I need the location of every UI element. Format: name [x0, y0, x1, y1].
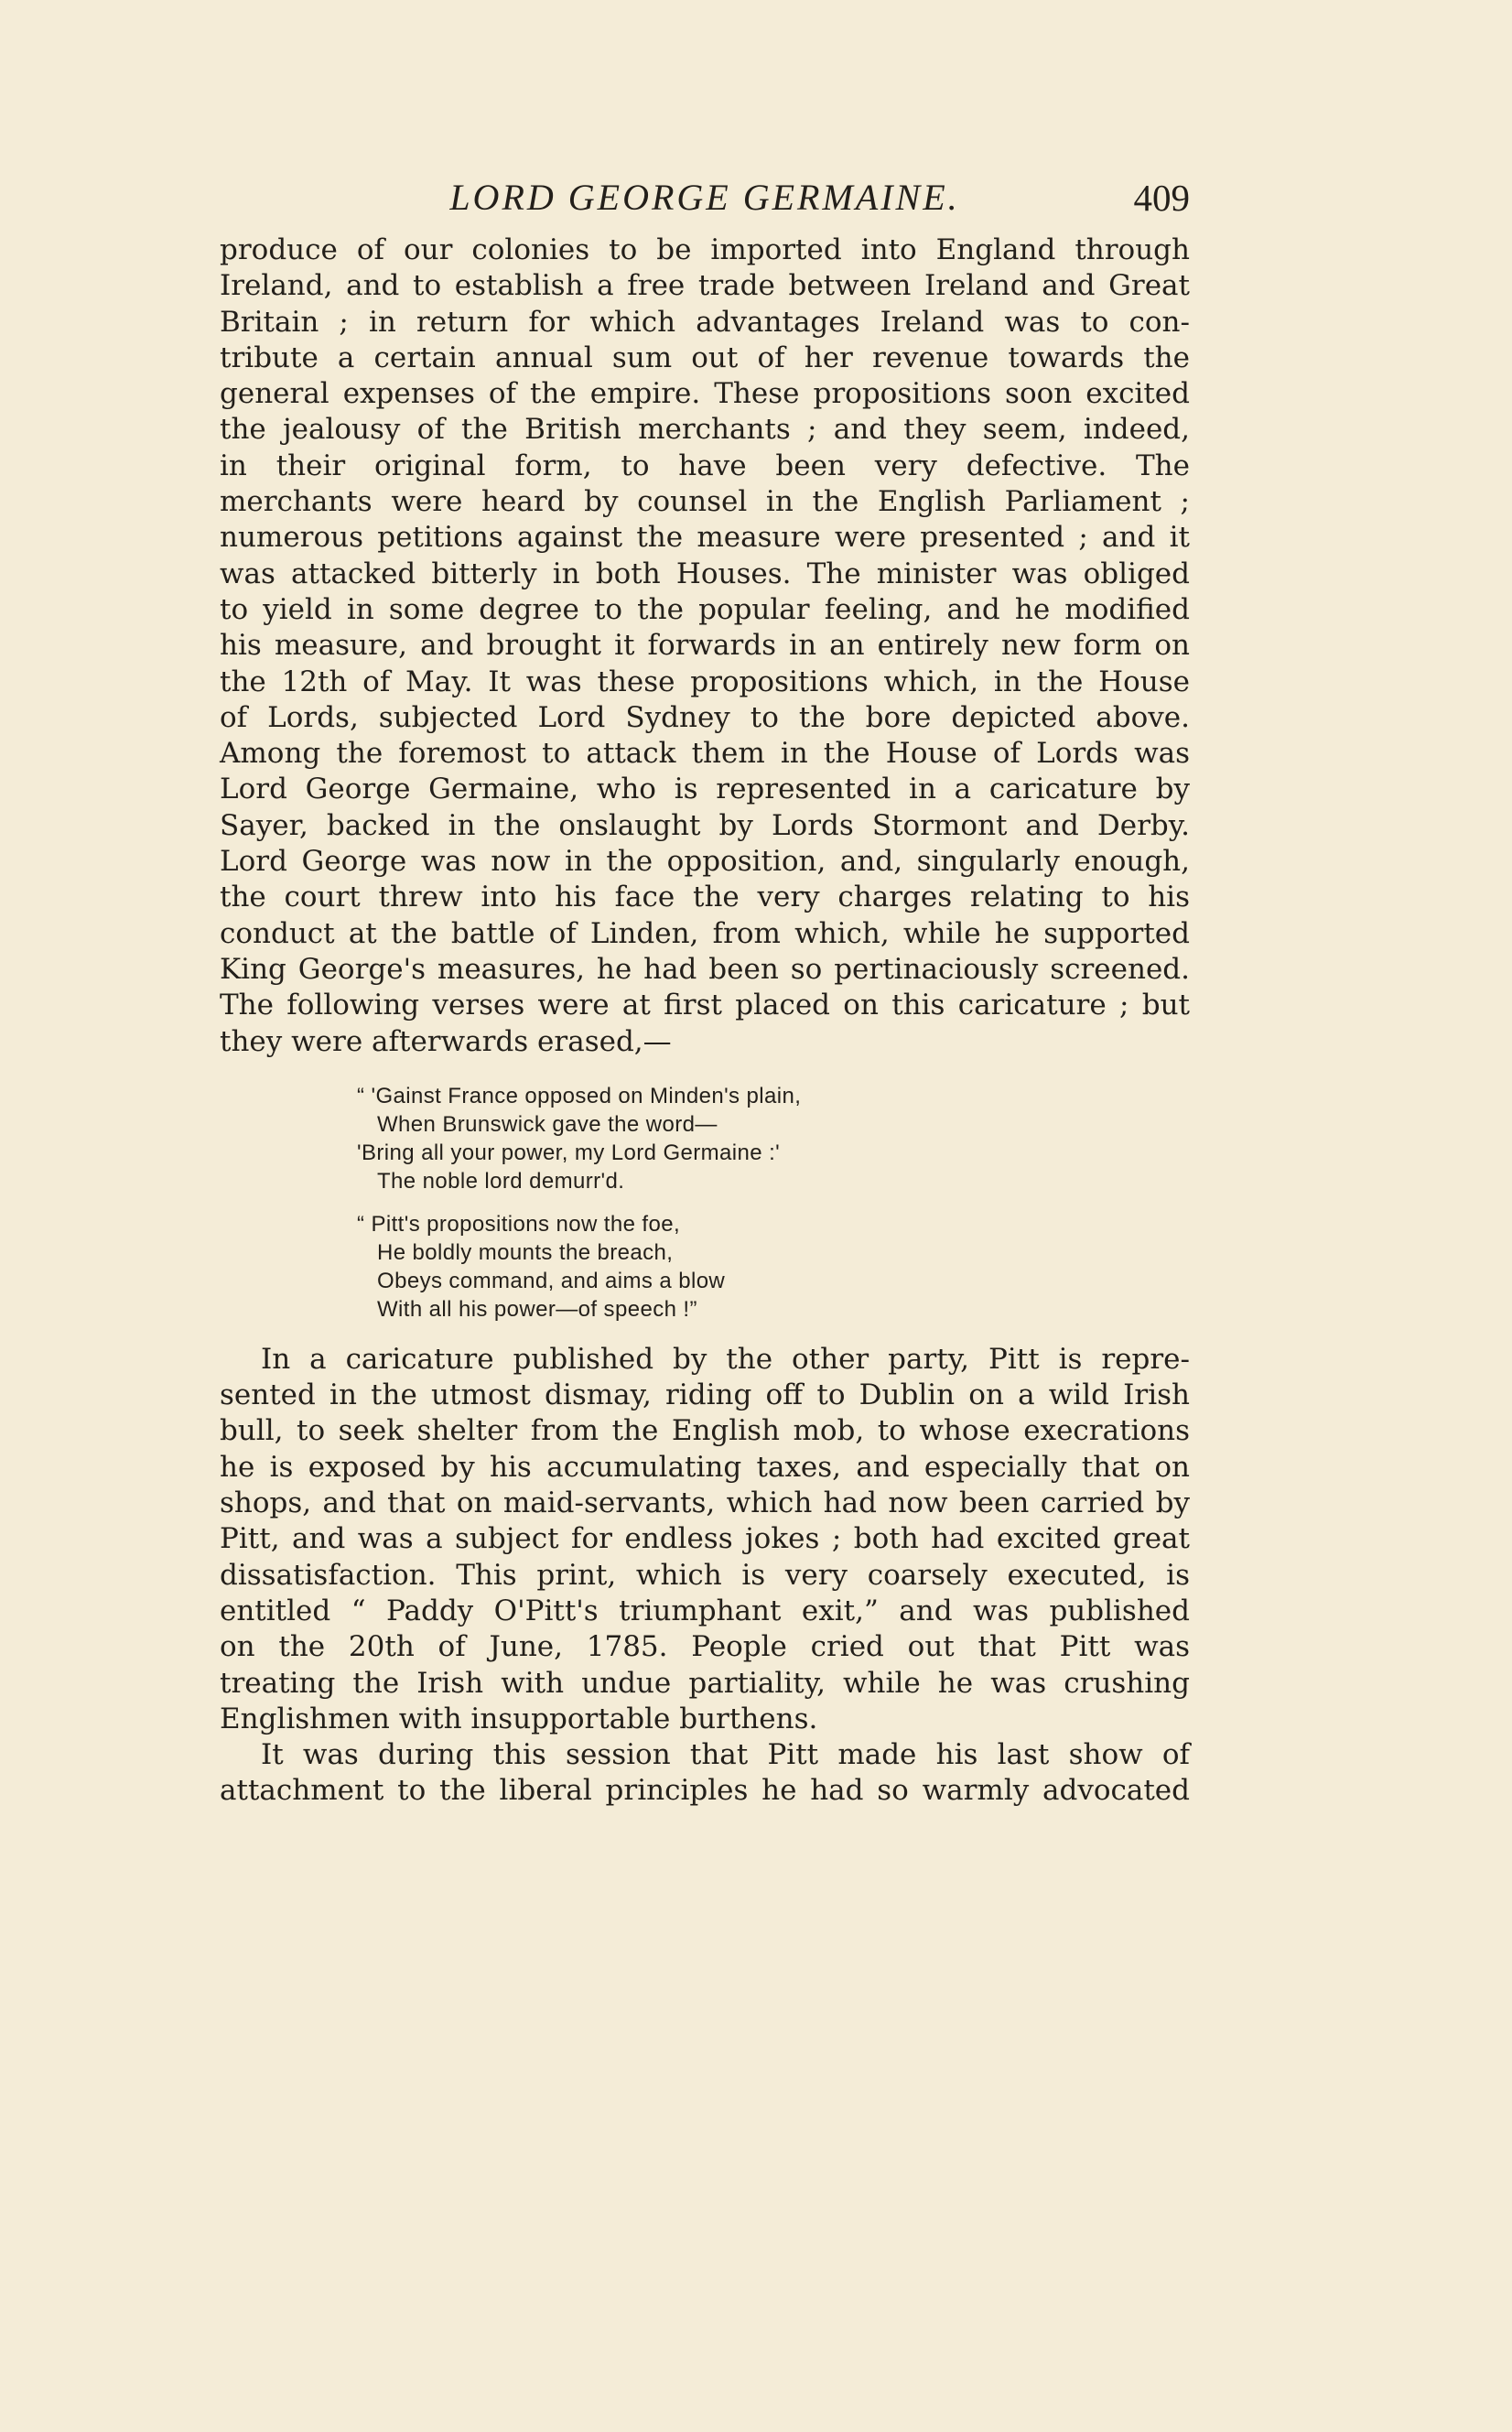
verse-line: 'Bring all your power, my Lord Germaine :' [357, 1140, 781, 1165]
verse-line: Obeys command, and aims a blow [377, 1268, 726, 1293]
text-line: Among the foremost to attack them in the House of Lords was [220, 737, 1190, 771]
text-line: It was during this session that Pitt made his last show of [261, 1738, 1190, 1772]
verse-line: “ Pitt's propositions now the foe, [357, 1211, 681, 1237]
verse-line: He boldly mounts the breach, [377, 1239, 674, 1265]
text-line: merchants were heard by counsel in the English Parliament ; [220, 485, 1190, 519]
text-line: Pitt, and was a subject for endless jokes ; both had excited great [220, 1522, 1190, 1556]
verse-line: The noble lord demurr'd. [377, 1168, 625, 1194]
stanza-2 [357, 1210, 1190, 1324]
page-header [220, 170, 1190, 225]
verse-line: “ 'Gainst France opposed on Minden's plain, [357, 1083, 802, 1108]
page-number: 409 [1133, 177, 1190, 219]
text-line: was attacked bitterly in both Houses. The minister was obliged [220, 557, 1190, 590]
text-line: he is exposed by his accumulating taxes, and especially that on [220, 1450, 1190, 1484]
verse-line: With all his power—of speech !” [377, 1296, 697, 1322]
text-line: Lord George was now in the opposition, and, singularly enough, [220, 845, 1190, 879]
paragraph-1 [220, 232, 1190, 1060]
text-line: entitled “ Paddy O'Pitt's triumphant exit,” and was published [220, 1594, 1190, 1627]
text-line: King George's measures, he had been so pertinaciously screened. [220, 952, 1190, 986]
text-line: the court threw into his face the very charges relating to his [220, 881, 1190, 914]
text-line: general expenses of the empire. These propositions soon excited [220, 377, 1190, 411]
text-line: to yield in some degree to the popular feeling, and he modified [220, 592, 1190, 626]
verse-line: When Brunswick gave the word— [377, 1111, 718, 1137]
text-line: treating the Irish with undue partiality, while he was crushing [220, 1666, 1190, 1700]
text-line: shops, and that on maid-servants, which had now been carried by [220, 1486, 1190, 1520]
text-line: Lord George Germaine, who is represented in a caricature by [220, 773, 1190, 806]
text-line: on the 20th of June, 1785. People cried out that Pitt was [220, 1630, 1190, 1664]
text-line: Ireland, and to establish a free trade between Ireland and Great [220, 269, 1190, 303]
text-line: The following verses were at first placed on this caricature ; but [220, 989, 1190, 1022]
running-title: LORD GEORGE GERMAINE. [449, 177, 960, 218]
text-line: dissatisfaction. This print, which is very coarsely executed, is [220, 1558, 1190, 1592]
text-line: the jealousy of the British merchants ; and they seem, indeed, [220, 413, 1190, 447]
text-line: sented in the utmost dismay, riding off to Dublin on a wild Irish [220, 1378, 1190, 1412]
text-line: bull, to seek shelter from the English mob, to whose execrations [220, 1414, 1190, 1448]
text-line: conduct at the battle of Linden, from which, while he supported [220, 916, 1190, 950]
text-line: attachment to the liberal principles he had so warmly advocated [220, 1774, 1190, 1808]
text-line: numerous petitions against the measure were presented ; and it [220, 521, 1190, 555]
text-line: In a caricature published by the other party, Pitt is repre- [261, 1342, 1190, 1376]
text-line: Britain ; in return for which advantages Ireland was to con- [220, 305, 1190, 339]
text-line: Englishmen with insupportable burthens. [220, 1702, 818, 1735]
text-line: tribute a certain annual sum out of her revenue towards the [220, 340, 1190, 374]
text-line: the 12th of May. It was these propositions which, in the House [220, 665, 1190, 698]
text-line: produce of our colonies to be imported into England through [220, 233, 1190, 266]
stanza-1 [357, 1082, 1190, 1195]
text-line: Sayer, backed in the onslaught by Lords Stormont and Derby. [220, 808, 1190, 842]
text-line: of Lords, subjected Lord Sydney to the bore depicted above. [220, 700, 1190, 734]
verse-quotation [220, 1082, 1190, 1324]
text-line: in their original form, to have been very defective. The [220, 449, 1190, 482]
paragraph-3 [220, 1737, 1190, 1810]
text-line: his measure, and brought it forwards in an entirely new form on [220, 629, 1190, 663]
paragraph-2 [220, 1342, 1190, 1737]
text-line: they were afterwards erased,— [220, 1024, 672, 1058]
body-text [220, 232, 1190, 1810]
